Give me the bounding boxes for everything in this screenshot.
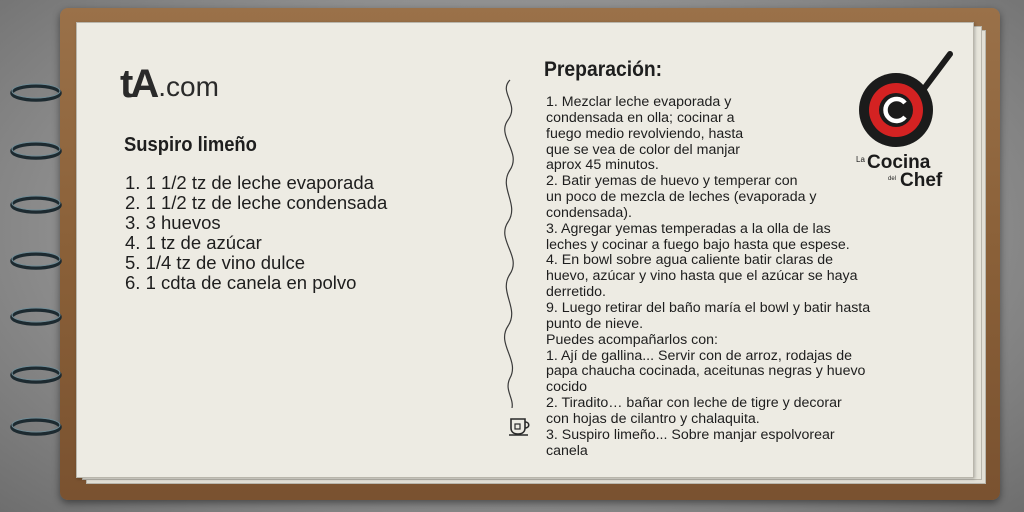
preparation-line: fuego medio revolviendo, hasta <box>546 125 744 142</box>
ingredient-item: 2. 1 1/2 tz de leche condensada <box>125 192 388 213</box>
ingredient-list <box>125 173 387 293</box>
spiral-ring-icon <box>6 194 72 216</box>
preparation-line: 2. Batir yemas de huevo y temperar con <box>546 173 798 190</box>
brand-del: del <box>888 176 897 182</box>
spiral-ring-icon <box>6 364 72 386</box>
preparation-line: canela <box>546 442 588 459</box>
preparation-line: 4. En bowl sobre agua caliente batir claras de <box>546 252 834 269</box>
preparation-line: 1. Mezclar leche evaporada y <box>546 94 732 110</box>
preparation-line: leches y cocinar a fuego bajo hasta que espese. <box>546 236 850 253</box>
ingredient-item: 3. 3 huevos <box>125 212 221 233</box>
spiral-ring-icon <box>6 250 72 272</box>
preparation-line: 2. Tiradito… bañar con leche de tigre y decorar <box>546 395 842 412</box>
tea-cup-icon <box>508 414 532 436</box>
preparation-line: punto de nieve. <box>546 315 644 332</box>
preparation-line: Puedes acompañarlos con: <box>546 331 718 348</box>
preparation-line: 3. Agregar yemas temperadas a la olla de las <box>546 220 831 237</box>
spiral-ring-icon <box>6 416 72 438</box>
ingredient-item: 6. 1 cdta de canela en polvo <box>125 272 357 293</box>
chef-pan-logo-icon <box>852 46 962 191</box>
spiral-ring-icon <box>6 140 72 162</box>
site-logo-mark: tA <box>120 62 157 106</box>
preparation-line: derretido. <box>546 284 606 301</box>
brand-chef: Chef <box>900 170 943 191</box>
ingredient-item: 1. 1 1/2 tz de leche evaporada <box>125 172 374 193</box>
ingredient-item: 5. 1/4 tz de vino dulce <box>125 252 305 273</box>
brand-cocina: Cocina <box>867 152 931 173</box>
ingredient-item: 4. 1 tz de azúcar <box>125 232 262 253</box>
site-logo[interactable] <box>120 64 219 104</box>
preparation-line: cocido <box>546 379 588 396</box>
steam-divider <box>490 78 530 408</box>
spiral-ring-icon <box>6 306 72 328</box>
preparation-line: condensada). <box>546 204 632 221</box>
preparation-title: Preparación: <box>544 58 663 81</box>
preparation-line: 1. Ají de gallina... Servir con de arroz, rodajas de <box>546 347 852 364</box>
recipe-title: Suspiro limeño <box>124 134 257 156</box>
site-logo-domain: .com <box>158 71 219 102</box>
preparation-line: 3. Suspiro limeño... Sobre manjar espolvorear <box>546 426 835 443</box>
preparation-line: con hojas de cilantro y chalaquita. <box>546 410 760 427</box>
preparation-line: 9. Luego retirar del baño maría el bowl y batir hasta <box>546 299 871 316</box>
preparation-line: condensada en olla; cocinar a <box>546 109 735 126</box>
preparation-line: un poco de mezcla de leches (evaporada y <box>546 189 817 206</box>
preparation-steps <box>546 95 870 459</box>
preparation-line: huevo, azúcar y vino hasta que el azúcar se haya <box>546 268 858 285</box>
preparation-line: aprox 45 minutos. <box>546 157 659 174</box>
spiral-ring-icon <box>6 82 72 104</box>
brand-la: La <box>856 155 865 164</box>
preparation-line: papa chaucha cocinada, aceitunas negras y huevo <box>546 363 866 380</box>
preparation-line: que se vea de color del manjar <box>546 141 741 158</box>
